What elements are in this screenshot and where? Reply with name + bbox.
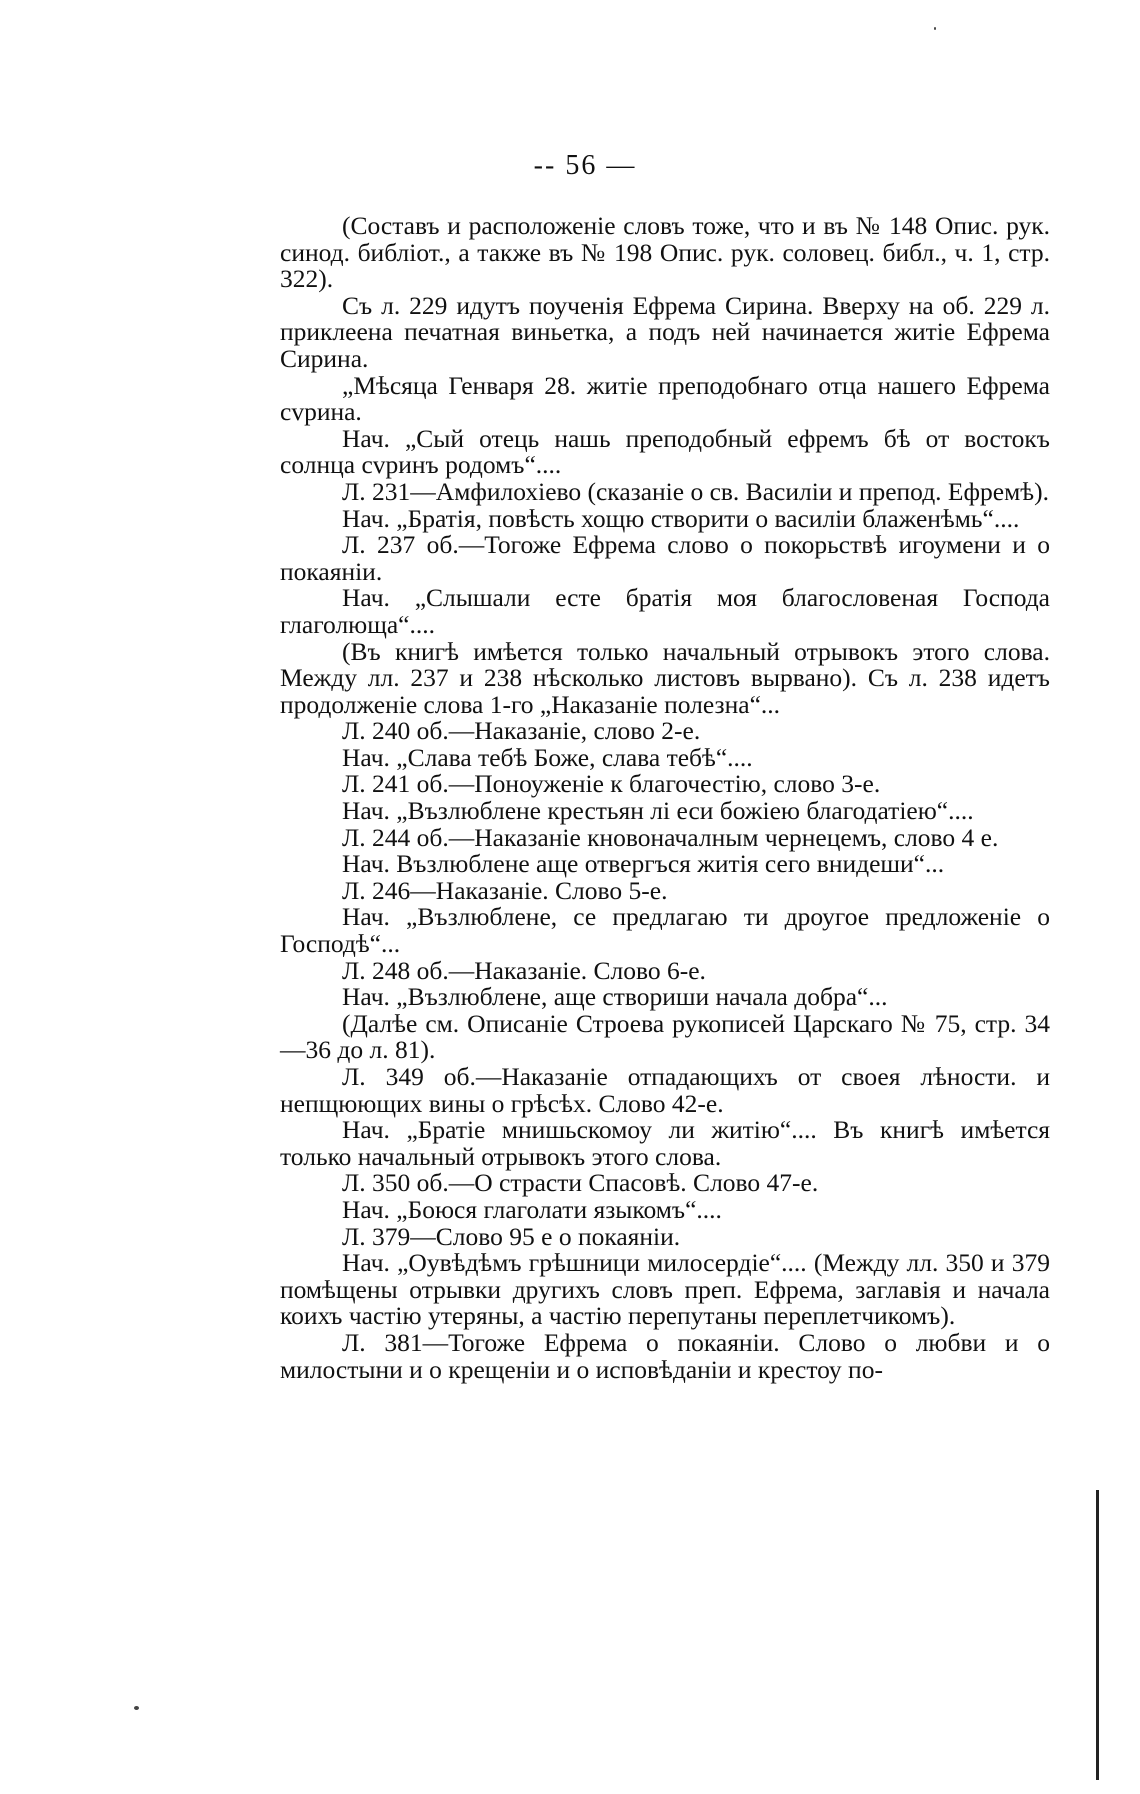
- paragraph: Нач. „Сый отець нашь преподобный ефремъ бѣ от востокъ солнца сvринъ родомъ“....: [280, 423, 1050, 480]
- scan-speck: [134, 1706, 139, 1710]
- paragraph: „Мѣсяца Генваря 28. житіе преподобнаго отца нашего Ефрема сvрина.: [280, 370, 1050, 427]
- paragraph: Л. 248 об.—Наказаніе. Слово 6-е.: [342, 955, 706, 985]
- paragraph: Нач. „Възлюблене, аще створиши начала добра“...: [342, 982, 888, 1012]
- scan-speck: [934, 27, 936, 30]
- paragraph: Л. 381—Тогоже Ефрема о покаяніи. Слово о любви и о милостыни и о крещеніи и о исповѣданіи и крестоу по-: [280, 1327, 1050, 1384]
- text-body: [280, 213, 1050, 1383]
- paragraph: Нач. „Братіе мнишьскомоу ли житію“.... Въ книгѣ имѣется только начальный отрывокъ этого слова.: [280, 1115, 1050, 1171]
- paragraph: Л. 246—Наказаніе. Слово 5-е.: [342, 875, 668, 905]
- paragraph: Нач. „Оувѣдѣмъ грѣшници милосердіе“.... (Между лл. 350 и 379 помѣщены отрывки другихъ словъ преп. Ефрема, заглавія и начала коихъ частію утеряны, а частію перепутаны переплетчикомъ).: [280, 1248, 1050, 1331]
- paragraph: Л. 350 об.—О страсти Спасовѣ. Слово 47-е.: [342, 1168, 819, 1198]
- paragraph: (Составъ и расположеніе словъ тоже, что и въ № 148 Опис. рук. синод. библіот., а также въ № 198 Опис. рук. соловец. библ., ч. 1, стр. 322).: [280, 211, 1050, 294]
- paragraph: Л. 241 об.—Поноуженіе к благочестію, слово 3-е.: [342, 769, 881, 799]
- paragraph: Л. 379—Слово 95 е о покаяніи.: [342, 1221, 681, 1251]
- paragraph: Л. 244 об.—Наказаніе кновоначалным чернецемъ, слово 4 е.: [342, 822, 999, 852]
- paragraph: Нач. „Възлюблене, се предлагаю ти дроугое предложеніе о Господѣ“...: [280, 902, 1050, 959]
- paragraph: Нач. „Възлюблене крестьян лі еси божіею благодатіею“....: [342, 796, 974, 826]
- paragraph: Л. 237 об.—Тогоже Ефрема слово о покорьствѣ игоумени и о покаяніи.: [280, 530, 1050, 586]
- page-number: -- 56 —: [533, 150, 637, 181]
- page-edge-line: [1096, 1490, 1099, 1780]
- paragraph: Л. 231—Амфилохіево (сказаніе о св. Василіи и препод. Ефремѣ).: [342, 476, 1049, 506]
- paragraph: Л. 349 об.—Наказаніе отпадающихъ от своея лѣности. и непщюющих вины о грѣсѣх. Слово 42-е.: [280, 1062, 1050, 1118]
- paragraph: (Далѣе см. Описаніе Строева рукописей Царскаго № 75, стр. 34—36 до л. 81).: [280, 1008, 1050, 1065]
- paragraph: (Въ книгѣ имѣется только начальный отрывокъ этого слова. Между лл. 237 и 238 нѣсколько листовъ вырвано). Съ л. 238 идетъ продолженіе слова 1-го „Наказаніе полезна“...: [280, 636, 1050, 719]
- paragraph: Нач. „Слышали есте братія моя благословеная Господа глаголюща“....: [280, 583, 1050, 639]
- paragraph: Съ л. 229 идутъ поученія Ефрема Сирина. Вверху на об. 229 л. приклеена печатная виньетка, а подъ ней начинается житіе Ефрема Сирина.: [280, 290, 1050, 373]
- paragraph: Нач. Възлюблене аще отвергъся житія сего внидеши“...: [342, 849, 945, 879]
- paragraph: Л. 240 об.—Наказаніе, слово 2-е.: [342, 716, 701, 746]
- paragraph: Нач. „Братія, повѣсть хощю створити о василіи блаженѣмь“....: [342, 503, 1020, 533]
- paragraph: Нач. „Слава тебѣ Боже, слава тебѣ“....: [342, 742, 753, 772]
- paragraph: Нач. „Боюся глаголати языкомъ“....: [342, 1194, 722, 1224]
